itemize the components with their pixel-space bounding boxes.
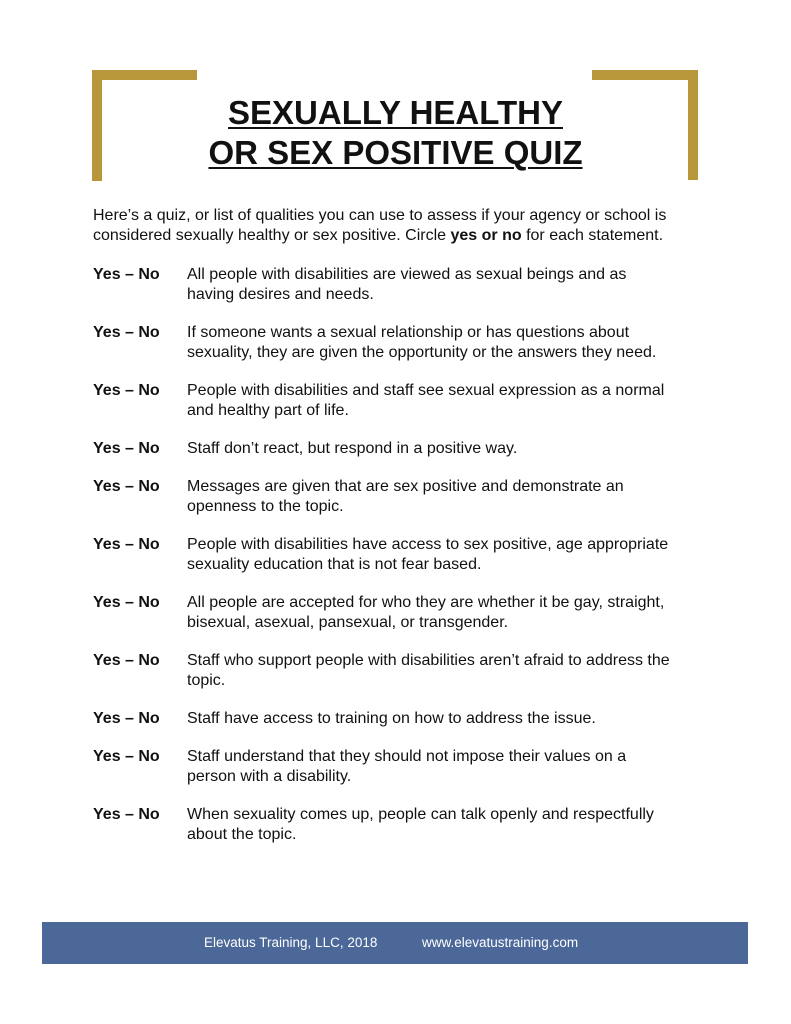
- quiz-statement: [187, 439, 517, 459]
- yes-no-choice[interactable]: Yes – No: [93, 710, 160, 727]
- intro-line-1: Here’s a quiz, or list of qualities you can use to assess if your agency or school is: [93, 207, 667, 224]
- statement-line: bisexual, asexual, pansexual, or transgender.: [187, 614, 509, 631]
- statement-line: sexuality, they are given the opportunity or the answers they need.: [187, 344, 657, 361]
- quiz-item: [93, 477, 733, 517]
- quiz-item: [93, 747, 733, 787]
- statement-line: Staff understand that they should not impose their values on a: [187, 748, 627, 765]
- intro-text: considered sexually healthy or sex positive. Circle: [93, 227, 451, 244]
- intro-emphasis: yes or no: [450, 227, 522, 244]
- statement-line: Staff have access to training on how to address the issue.: [187, 710, 596, 727]
- quiz-list: [93, 265, 733, 863]
- yes-no-choice[interactable]: Yes – No: [93, 536, 160, 553]
- quiz-statement: [187, 265, 626, 305]
- statement-line: When sexuality comes up, people can talk openly and respectfully: [187, 806, 654, 823]
- yes-no-choice[interactable]: Yes – No: [93, 478, 160, 495]
- quiz-statement: [187, 535, 668, 575]
- yes-no-choice[interactable]: Yes – No: [93, 806, 160, 823]
- quiz-statement: [187, 381, 664, 421]
- quiz-statement: [187, 651, 670, 691]
- title-line-2: OR SEX POSITIVE QUIZ: [208, 134, 583, 171]
- yes-no-choice[interactable]: Yes – No: [93, 748, 160, 765]
- intro-text-end: for each statement.: [521, 227, 664, 244]
- quiz-statement: [187, 593, 664, 633]
- yes-no-choice[interactable]: Yes – No: [93, 652, 160, 669]
- page-title: [0, 93, 791, 173]
- footer-org: Elevatus Training, LLC, 2018: [204, 935, 378, 950]
- quiz-item: [93, 805, 733, 845]
- quiz-item: [93, 709, 733, 729]
- yes-no-choice[interactable]: Yes – No: [93, 440, 160, 457]
- statement-line: Staff don’t react, but respond in a positive way.: [187, 440, 518, 457]
- yes-no-choice[interactable]: Yes – No: [93, 266, 160, 283]
- yes-no-choice[interactable]: Yes – No: [93, 594, 160, 611]
- intro-line-2: [93, 226, 733, 246]
- statement-line: topic.: [187, 672, 226, 689]
- footer-bar: [42, 922, 748, 964]
- title-line-1: SEXUALLY HEALTHY: [228, 94, 563, 131]
- quiz-item: [93, 323, 733, 363]
- statement-line: person with a disability.: [187, 768, 352, 785]
- statement-line: sexuality education that is not fear based.: [187, 556, 482, 573]
- intro-paragraph: [93, 206, 733, 246]
- footer-url[interactable]: www.elevatustraining.com: [422, 935, 579, 950]
- statement-line: All people are accepted for who they are whether it be gay, straight,: [187, 594, 665, 611]
- statement-line: If someone wants a sexual relationship or has questions about: [187, 324, 630, 341]
- quiz-statement: [187, 747, 626, 787]
- quiz-item: [93, 265, 733, 305]
- statement-line: having desires and needs.: [187, 286, 374, 303]
- statement-line: People with disabilities and staff see sexual expression as a normal: [187, 382, 665, 399]
- statement-line: about the topic.: [187, 826, 297, 843]
- quiz-statement: [187, 805, 654, 845]
- statement-line: openness to the topic.: [187, 498, 344, 515]
- yes-no-choice[interactable]: Yes – No: [93, 324, 160, 341]
- statement-line: Messages are given that are sex positive and demonstrate an: [187, 478, 624, 495]
- statement-line: and healthy part of life.: [187, 402, 349, 419]
- quiz-item: [93, 381, 733, 421]
- statement-line: People with disabilities have access to sex positive, age appropriate: [187, 536, 669, 553]
- statement-line: Staff who support people with disabilities aren’t afraid to address the: [187, 652, 670, 669]
- quiz-item: [93, 439, 733, 459]
- quiz-item: [93, 651, 733, 691]
- quiz-statement: [187, 709, 596, 729]
- quiz-item: [93, 535, 733, 575]
- statement-line: All people with disabilities are viewed as sexual beings and as: [187, 266, 627, 283]
- quiz-statement: [187, 323, 656, 363]
- yes-no-choice[interactable]: Yes – No: [93, 382, 160, 399]
- quiz-statement: [187, 477, 624, 517]
- quiz-item: [93, 593, 733, 633]
